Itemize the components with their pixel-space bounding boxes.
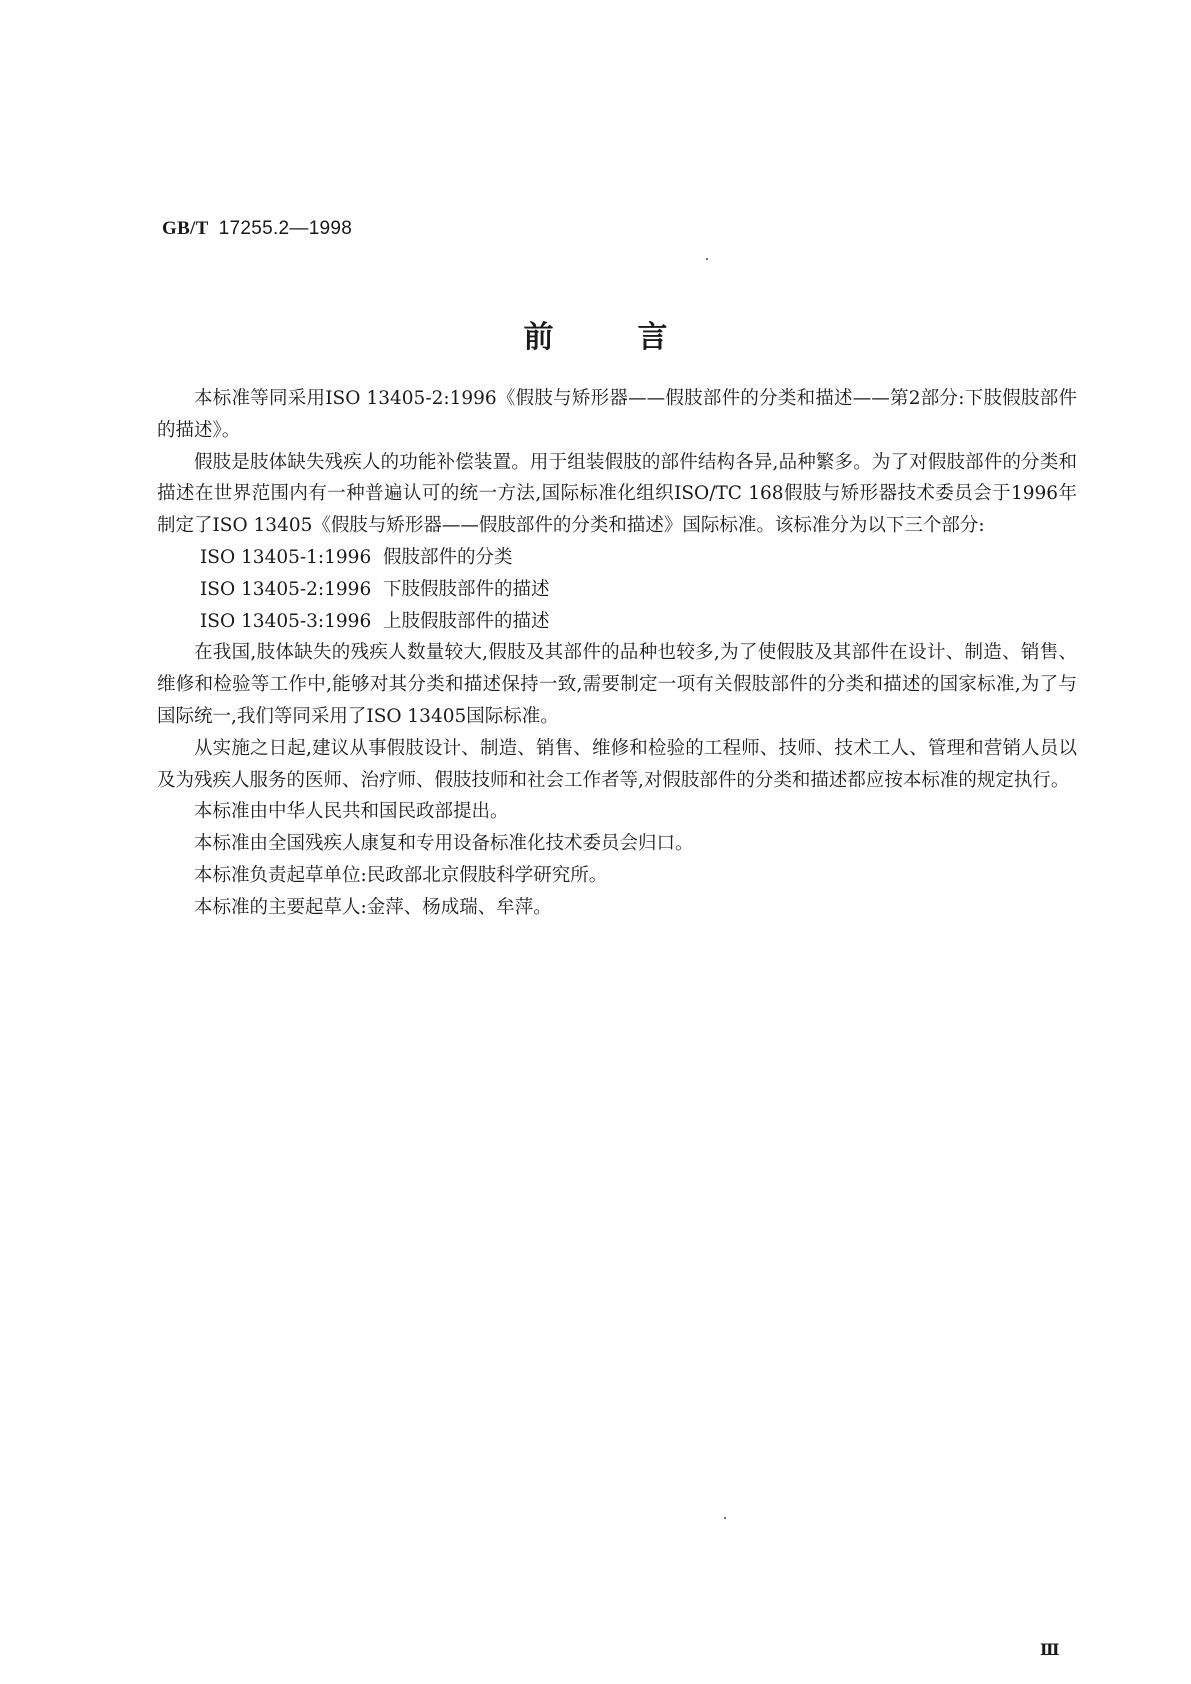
part-code: ISO 13405-2:1996 <box>200 578 372 600</box>
paragraph: 本标准由全国残疾人康复和专用设备标准化技术委员会归口。 <box>194 833 694 855</box>
part-desc: 上肢假肢部件的描述 <box>383 610 550 632</box>
paragraph: 本标准由中华人民共和国民政部提出。 <box>194 801 509 823</box>
list-item <box>157 542 1077 574</box>
standard-code <box>162 218 352 240</box>
list-item <box>157 606 1077 638</box>
part-desc: 下肢假肢部件的描述 <box>383 578 550 600</box>
paragraph: 从实施之日起,建议从事假肢设计、制造、销售、维修和检验的工程师、技师、技术工人、管理和营销人员以及为残疾人服务的医师、治疗师、假肢技师和社会工作者等,对假肢部件的分类和描述都应按本标准的规定执行。 <box>157 737 1077 791</box>
paragraph: 假肢是肢体缺失残疾人的功能补偿装置。用于组装假肢的部件结构各异,品种繁多。为了对假肢部件的分类和描述在世界范围内有一种普遍认可的统一方法,国际标准化组织ISO/TC 168假肢与矫形器技术委员会于1996年制定了ISO 13405《假肢与矫形器——假肢部件的分类和描述》国际标准。该标准分为以下三个部分: <box>157 451 1077 537</box>
foreword-body <box>157 383 1077 924</box>
paragraph: 在我国,肢体缺失的残疾人数量较大,假肢及其部件的品种也较多,为了使假肢及其部件在设计、制造、销售、维修和检验等工作中,能够对其分类和描述保持一致,需要制定一项有关假肢部件的分类和描述的国家标准,为了与国际统一,我们等同采用了ISO 13405国际标准。 <box>157 642 1077 727</box>
paragraph: 本标准负责起草单位:民政部北京假肢科学研究所。 <box>194 864 608 886</box>
part-desc: 假肢部件的分类 <box>383 546 513 568</box>
standard-code-prefix: GB/T <box>162 218 209 239</box>
page-number: Ⅲ <box>1040 1642 1060 1659</box>
list-item <box>157 574 1077 606</box>
part-code: ISO 13405-3:1996 <box>200 610 372 632</box>
scan-speck <box>706 258 708 260</box>
scan-speck <box>724 1517 726 1519</box>
paragraph: 本标准等同采用ISO 13405-2:1996《假肢与矫形器——假肢部件的分类和描述——第2部分:下肢假肢部件的描述》。 <box>157 388 1077 441</box>
part-code: ISO 13405-1:1996 <box>200 546 372 568</box>
standard-code-number: 17255.2—1998 <box>218 218 353 239</box>
paragraph: 本标准的主要起草人:金萍、杨成瑞、牟萍。 <box>194 896 552 918</box>
page-title: 前言 <box>523 320 752 355</box>
